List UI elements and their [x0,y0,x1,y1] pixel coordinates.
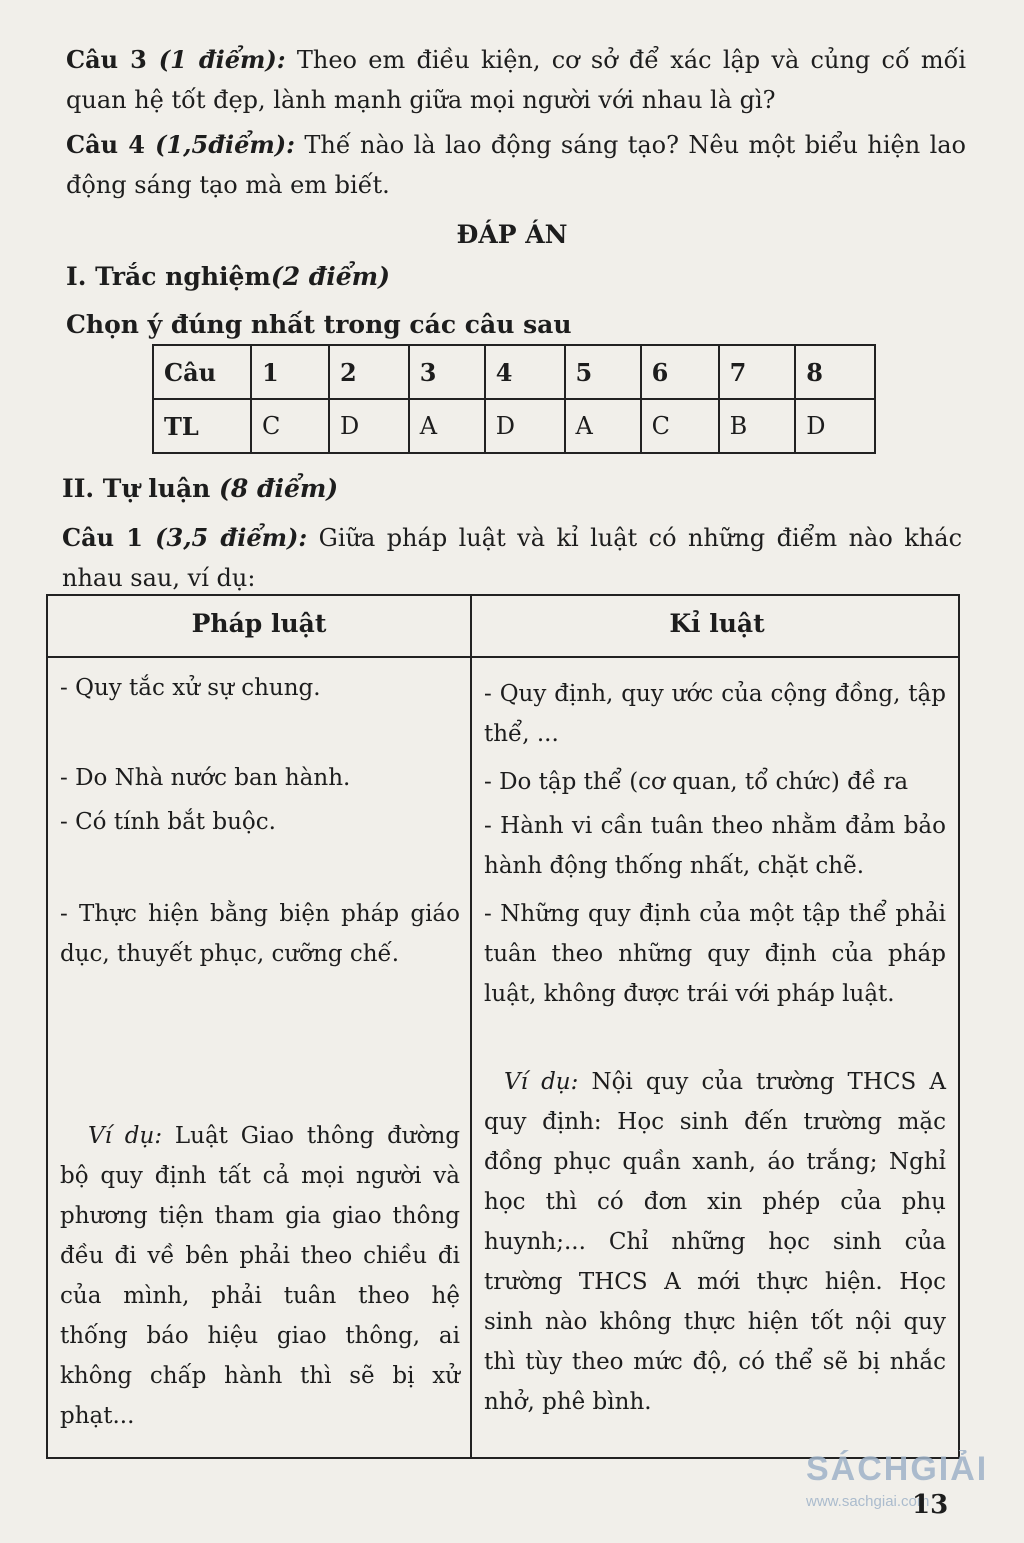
answer-table-answer: C [641,399,719,453]
phap-luat-item: - Có tính bắt buộc. [60,809,276,835]
answer-table-answer: C [251,399,329,453]
table-divider-vertical [470,596,472,1457]
watermark-url: www.sachgiai.com [806,1493,930,1510]
ki-luat-item: - Hành vi cần tuân theo nhằm đảm bảo hành động thống nhất, chặt chẽ. [484,813,946,879]
question-3-label: Câu 3 (1 điểm): [66,45,286,74]
comparison-table [46,594,960,1459]
phap-luat-example-text: Luật Giao thông đường bộ quy định tất cả mọi người và phương tiện tham gia giao thông đều đi về bên phải theo chiều đi của mình, phải tuân theo hệ thống báo hiệu giao thông, ai không chấp hành thì sẽ bị xử phạt... [60,1123,460,1429]
ki-luat-example-text: Nội quy của trường THCS A quy định: Học sinh đến trường mặc đồng phục quần xanh, áo trắng; Nghỉ học thì có đơn xin phép của phụ huynh;... Chỉ những học sinh của trường THCS A mới thực hiện. Học sinh nào không thực hiện tốt nội quy thì tùy theo mức độ, có thể sẽ bị nhắc nhở, phê bình. [484,1069,947,1415]
answer-table-row-answers [153,399,875,453]
question-3 [66,40,966,120]
question-1-label: Câu 1 (3,5 điểm): [62,523,308,552]
ki-luat-example-label: Ví dụ: [504,1069,579,1095]
sachgiai-watermark [806,1450,1016,1530]
answer-table-answer: A [565,399,641,453]
answer-table-head-cau: Câu [153,345,251,399]
column-header-phap-luat: Pháp luật [191,609,327,638]
answer-table-head-tl: TL [153,399,251,453]
phap-luat-example [60,1116,460,1436]
answer-table-number: 4 [485,345,565,399]
phap-luat-item: - Quy tắc xử sự chung. [60,675,321,701]
answer-table-number: 7 [719,345,796,399]
watermark-logo: SÁCHGIẢI [806,1450,989,1488]
ki-luat-item: - Do tập thể (cơ quan, tổ chức) đề ra [484,769,909,795]
question-4-text: Thế nào là lao động sáng tạo? Nêu một biểu hiện lao động sáng tạo mà em biết. [66,131,967,199]
answer-table [152,344,876,454]
question-4 [66,125,966,205]
question-4-label: Câu 4 (1,5điểm): [66,130,295,159]
ki-luat-example [484,1062,946,1422]
answer-table-row-numbers [153,345,875,399]
answer-table-answer: D [795,399,875,453]
table-divider-horizontal [48,656,958,658]
instruction-text: Chọn ý đúng nhất trong các câu sau [66,310,572,339]
phap-luat-example-label: Ví dụ: [88,1123,163,1149]
answer-table-number: 6 [641,345,719,399]
answer-table-number: 1 [251,345,329,399]
phap-luat-item: - Do Nhà nước ban hành. [60,765,351,791]
section-1-heading: I. Trắc nghiệm(2 điểm) [66,262,390,291]
question-1-text: Giữa pháp luật và kỉ luật có những điểm nào khác nhau sau, ví dụ: [62,524,963,592]
answer-table-number: 5 [565,345,641,399]
page-number: 13 [912,1490,949,1520]
answer-table-number: 2 [329,345,409,399]
answer-title: ĐÁP ÁN [456,220,568,249]
section-2-heading: II. Tự luận (8 điểm) [62,474,339,503]
ki-luat-item: - Quy định, quy ước của cộng đồng, tập thể, ... [484,681,946,747]
answer-table-number: 8 [795,345,875,399]
phap-luat-item: - Thực hiện bằng biện pháp giáo dục, thuyết phục, cưỡng chế. [60,901,460,967]
answer-table-answer: D [329,399,409,453]
answer-table-number: 3 [409,345,485,399]
answer-table-answer: D [485,399,565,453]
answer-table-answer: A [409,399,485,453]
question-1 [62,518,962,598]
ki-luat-item: - Những quy định của một tập thể phải tuân theo những quy định của pháp luật, không được trái với pháp luật. [484,901,946,1007]
column-header-ki-luat: Kỉ luật [669,609,765,638]
question-3-text: Theo em điều kiện, cơ sở để xác lập và củng cố mối quan hệ tốt đẹp, lành mạnh giữa mọi người với nhau là gì? [66,46,967,114]
answer-table-answer: B [719,399,796,453]
